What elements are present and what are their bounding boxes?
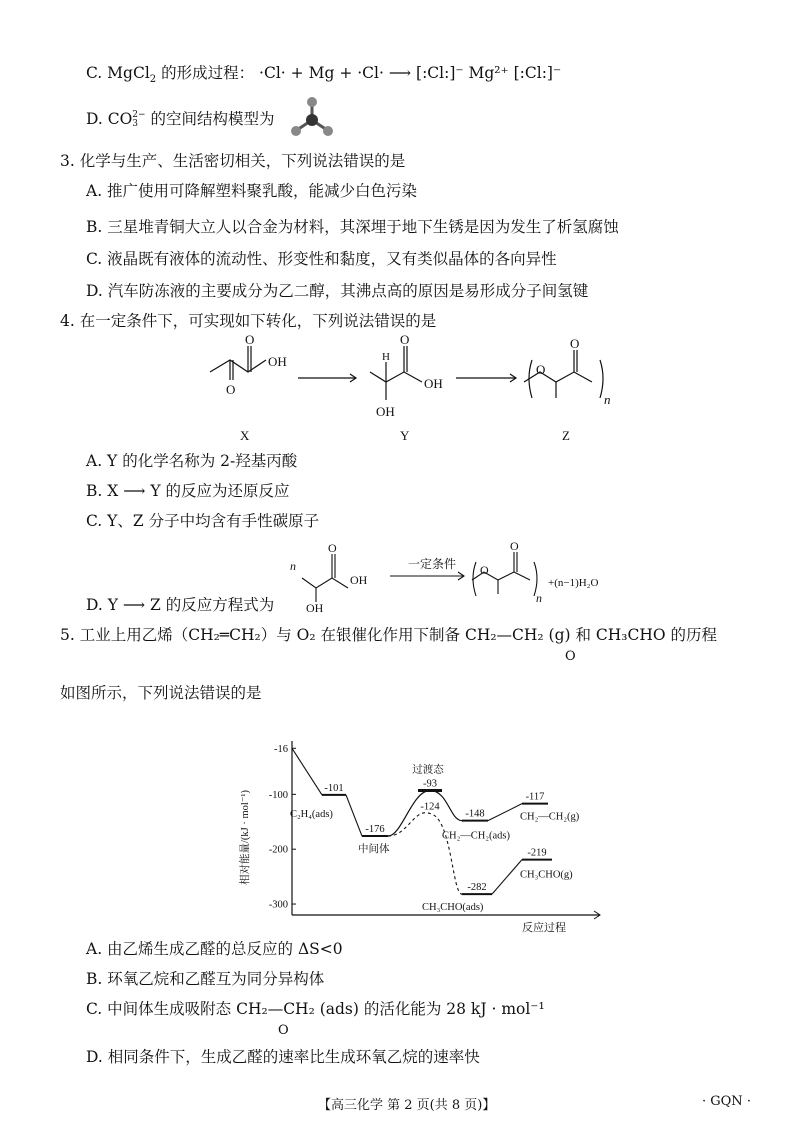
cl-atom-right: ·Cl· [357, 64, 384, 82]
arrow-icon [456, 374, 516, 382]
svg-text:OH: OH [268, 354, 287, 369]
y-tick-label: -16 [274, 743, 288, 755]
q2-option-c: C. MgCl$_2$ 的形成过程： ·Cl· + Mg + ·Cl· ⟶ [:Cl:]⁻ Mg²⁺ [:Cl:]⁻ [86, 64, 562, 86]
svg-text:n: n [604, 392, 611, 407]
q3-option-c: C. 液晶既有液体的流动性、形变性和黏度，又有类似晶体的各向异性 [86, 250, 557, 268]
page-footer: 【高三化学 第 2 页(共 8 页)】 [318, 1098, 496, 1113]
name-intermediate: 中间体 [358, 844, 390, 856]
q4-stem: 4. 在一定条件下，可实现如下转化，下列说法错误的是 [60, 312, 437, 330]
q2-option-d: D. CO 2− 3 的空间结构模型为 [86, 110, 275, 129]
svg-text:H: H [382, 351, 390, 363]
y-tick-label: -300 [268, 899, 288, 911]
q5-option-d: D. 相同条件下，生成乙醛的速率比生成环氧乙烷的速率快 [86, 1048, 480, 1066]
svg-text:O: O [328, 541, 337, 555]
arrow-icon [298, 374, 356, 382]
q4-option-c: C. Y、Z 分子中均含有手性碳原子 [86, 512, 320, 530]
svg-text:OH: OH [424, 376, 443, 391]
svg-text:n: n [536, 591, 542, 605]
name-c2h4-ads: C₂H₄(ads) [290, 808, 333, 820]
level-epoxide-g-value: -117 [525, 791, 545, 803]
level-124-value: -124 [420, 801, 440, 813]
q5-stem-2: 如图所示，下列说法错误的是 [60, 684, 262, 702]
y-tick-label: -100 [268, 789, 288, 801]
q4-option-d: D. Y ⟶ Z 的反应方程式为 [86, 596, 275, 614]
q3-stem: 3. 化学与生产、生活密切相关，下列说法错误的是 [60, 152, 406, 170]
molecule-y [370, 346, 422, 400]
condition-label: 一定条件 [408, 557, 457, 571]
level-epoxide-ads-value: -148 [465, 808, 485, 820]
q4-reaction-scheme [190, 332, 620, 450]
level-c2h4-ads-value: -101 [324, 782, 344, 794]
label-x: X [240, 428, 250, 443]
path-connector [492, 860, 522, 895]
svg-text:OH: OH [350, 573, 368, 587]
path-connector [488, 804, 522, 821]
level-intermediate-value: -176 [365, 824, 385, 836]
svg-text:O: O [245, 332, 255, 347]
level-transition-state-value: -93 [423, 778, 437, 790]
q4-option-d-equation [286, 540, 656, 616]
footer-code: · GQN · [702, 1094, 751, 1109]
label-z: Z [562, 428, 570, 443]
level-acetaldehyde-ads-value: -282 [467, 882, 487, 894]
name-acetaldehyde-g: CH₃CHO(g) [520, 869, 573, 881]
path-connector [346, 795, 362, 836]
reaction-path-acetaldehyde [388, 813, 462, 894]
co3-ball-stick-model-icon [288, 96, 336, 138]
label-y: Y [400, 428, 410, 443]
q5-stem-1: 5. 工业上用乙烯（CH₂═CH₂）与 O₂ 在银催化作用下制备 CH₂—CH₂ (g) 和 CH₃CHO 的历程 [60, 626, 718, 644]
svg-text:O: O [536, 362, 546, 377]
x-axis-label: 反应过程 [522, 922, 566, 934]
epoxide-o-label-c: O [278, 1023, 289, 1038]
transition-state-name: 过渡态 [412, 764, 444, 776]
q5-option-c: C. 中间体生成吸附态 CH₂—CH₂ (ads) 的活化能为 28 kJ · mol⁻¹ [86, 1000, 545, 1018]
q5-option-a: A. 由乙烯生成乙醛的总反应的 ΔS<0 [86, 940, 343, 958]
y-tick-label: -200 [268, 844, 288, 856]
epoxide-o-label: O [565, 649, 576, 664]
svg-text:O: O [510, 540, 519, 553]
q5-option-b: B. 环氧乙烷和乙醛互为同分异构体 [86, 970, 325, 988]
mgcl2-product: [:Cl:]⁻ Mg²⁺ [:Cl:]⁻ [416, 64, 562, 82]
arrow-icon [390, 572, 464, 580]
cl-atom-left: ·Cl· [259, 64, 286, 82]
name-epoxide-g: CH₂—CH₂(g) [520, 811, 580, 823]
name-epoxide-ads: CH₂—CH₂(ads) [442, 830, 510, 842]
svg-text:OH: OH [306, 601, 324, 615]
svg-text:+(n−1)H₂O: +(n−1)H₂O [548, 577, 599, 589]
svg-text:O: O [226, 382, 236, 397]
q4-option-b: B. X ⟶ Y 的反应为还原反应 [86, 482, 290, 500]
path-connector [292, 748, 322, 795]
molecule-x [210, 346, 266, 380]
q3-option-a: A. 推广使用可降解塑料聚乳酸，能减少白色污染 [86, 182, 418, 200]
name-acetaldehyde-ads: CH₃CHO(ads) [422, 902, 484, 914]
svg-text:OH: OH [376, 404, 395, 419]
y-axis-label: 相对能量/(kJ · mol⁻¹) [240, 789, 251, 885]
svg-text:O: O [480, 563, 489, 577]
svg-text:O: O [400, 332, 410, 347]
q3-option-d: D. 汽车防冻液的主要成分为乙二醇，其沸点高的原因是易形成分子间氢键 [86, 282, 589, 300]
q4-option-a: A. Y 的化学名称为 2-羟基丙酸 [86, 452, 298, 470]
level-acetaldehyde-g-value: -219 [527, 847, 547, 859]
energy-profile-chart [230, 735, 610, 935]
q3-option-b: B. 三星堆青铜大立人以合金为材料，其深埋于地下生锈是因为发生了析氢腐蚀 [86, 218, 619, 236]
svg-text:O: O [570, 336, 580, 351]
reaction-path-epoxide [388, 791, 462, 837]
svg-text:n: n [290, 559, 296, 573]
